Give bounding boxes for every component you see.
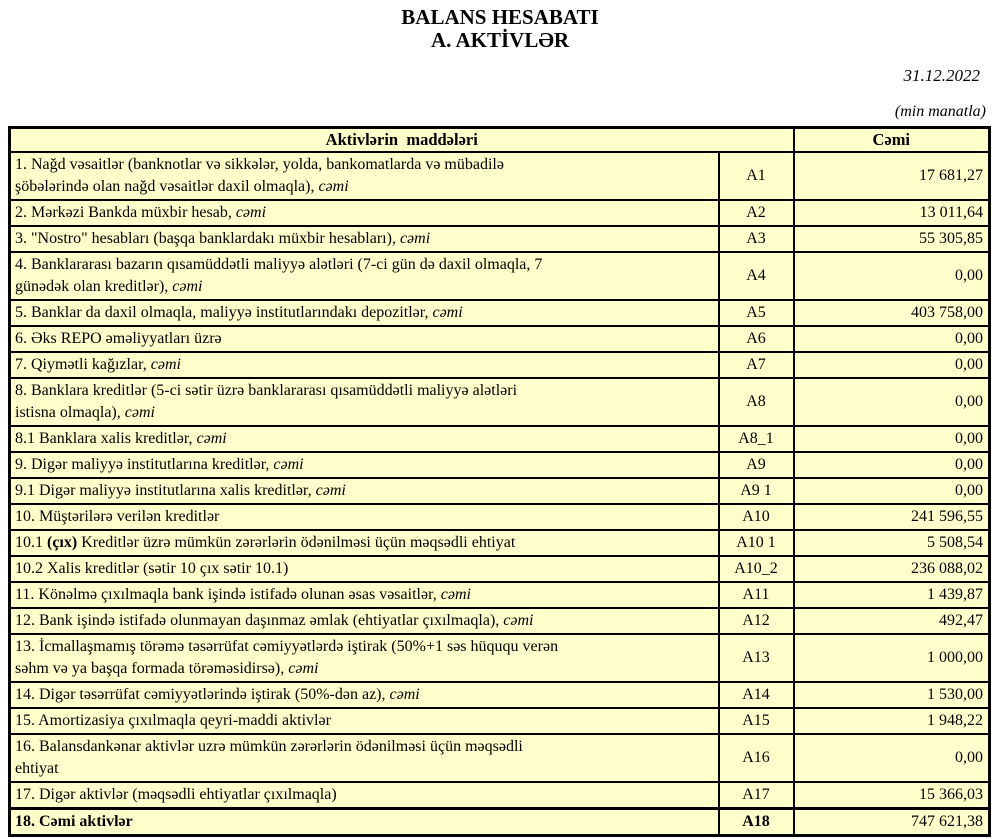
item-label-text: 10. Müştərilərə verilən kreditlər [15,508,220,525]
table-row [10,582,990,608]
table-row [10,634,990,682]
item-value: 747 621,38 [794,809,990,836]
item-value: 17 681,27 [794,152,990,200]
item-value: 1 439,87 [794,582,990,608]
table-row [10,478,990,504]
item-label-text: 10.1 [15,534,47,551]
item-value: 0,00 [794,478,990,504]
item-label [10,782,719,809]
item-label-text: 16. Balansdankənar aktivlər uzrə mümkün zərərlərin ödənilməsi üçün məqsədli [15,738,523,755]
item-label-text: cəmi [440,586,471,603]
item-code: A5 [719,300,794,326]
item-value: 1 530,00 [794,682,990,708]
item-label-text: 8. Banklara kreditlər (5-ci sətir üzrə banklararası qısamüddətli maliyyə alətləri [15,382,518,399]
item-label-text: 5. Banklar da daxil olmaqla, maliyyə institutlarındakı depozitlər, [15,304,433,321]
table-header-row [10,128,990,153]
item-label-text: 18. Cəmi aktivlər [15,813,133,830]
item-label [10,708,719,734]
item-code: A2 [719,200,794,226]
item-label-text: cəmi [172,278,203,295]
item-label [10,378,719,426]
item-label [10,608,719,634]
item-value: 1 948,22 [794,708,990,734]
item-code: A1 [719,152,794,200]
item-label-text: 6. Əks REPO əməliyyatları üzrə [15,330,222,347]
item-label-text: 11. Könəlmə çıxılmaqla bank işində istifadə olunan əsas vəsaitlər, [15,586,441,603]
item-label [10,734,719,782]
item-code: A18 [719,809,794,836]
item-label [10,452,719,478]
item-label-text: 9.1 Digər maliyyə institutlarına xalis kreditlər, [15,482,316,499]
item-label-text: ehtiyat [15,760,59,777]
table-header-items: Aktivlərin maddələri [10,128,794,153]
item-code: A10_2 [719,556,794,582]
item-value: 0,00 [794,426,990,452]
item-value: 5 508,54 [794,530,990,556]
item-value: 0,00 [794,378,990,426]
item-label [10,530,719,556]
table-row [10,530,990,556]
table-row [10,326,990,352]
item-label-text: 8.1 Banklara xalis kreditlər, [15,430,197,447]
item-label [10,300,719,326]
item-code: A4 [719,252,794,300]
item-code: A9 [719,452,794,478]
table-row [10,426,990,452]
item-code: A12 [719,608,794,634]
table-row [10,252,990,300]
item-label [10,200,719,226]
table-row [10,682,990,708]
table-row [10,708,990,734]
item-label-text: 12. Bank işində istifadə olunmayan daşınmaz əmlak (ehtiyatlar çıxılmaqla), [15,612,504,629]
table-row [10,378,990,426]
table-row [10,782,990,809]
item-label [10,252,719,300]
item-value: 15 366,03 [794,782,990,809]
item-label-text: günədək olan kreditlər), [15,278,173,295]
item-code: A8_1 [719,426,794,452]
item-value: 0,00 [794,326,990,352]
table-row [10,300,990,326]
item-label-text: Kreditlər üzrə mümkün zərərlərin ödənilməsi üçün məqsədli ehtiyat [77,534,516,551]
item-label-text: 10.2 Xalis kreditlər (sətir 10 çıx sətir 10.1) [15,560,289,577]
item-value: 403 758,00 [794,300,990,326]
item-label-text: cəmi [235,204,267,221]
table-row [10,504,990,530]
item-code: A15 [719,708,794,734]
item-label-text: cəmi [124,404,155,421]
item-value: 0,00 [794,252,990,300]
item-label [10,582,719,608]
item-label-text: cəmi [389,686,420,703]
item-code: A9 1 [719,478,794,504]
item-value: 241 596,55 [794,504,990,530]
item-label [10,809,719,836]
item-label-text: cəmi [318,178,349,195]
item-label-text: 4. Banklararası bazarın qısamüddətli maliyyə alətləri (7-ci gün də daxil olmaqla, 7 [15,256,543,273]
item-value: 236 088,02 [794,556,990,582]
report-date: 31.12.2022 [903,66,980,85]
table-row [10,734,990,782]
item-label-text: istisna olmaqla), [15,404,125,421]
item-label [10,226,719,252]
item-code: A10 1 [719,530,794,556]
item-label-text: 17. Digər aktivlər (məqsədli ehtiyatlar çıxılmaqla) [15,786,337,803]
table-row [10,352,990,378]
item-code: A7 [719,352,794,378]
item-label-text: cəmi [273,456,304,473]
item-value: 0,00 [794,734,990,782]
table-row [10,152,990,200]
balance-table [8,126,991,837]
item-code: A16 [719,734,794,782]
table-header-total: Cəmi [794,128,990,153]
item-label-text: cəmi [503,612,534,629]
item-label-text: 2. Mərkəzi Bankda müxbir hesab, [15,204,236,221]
item-label-text: cəmi [399,230,431,247]
item-label-text: cəmi [150,356,181,373]
item-value: 492,47 [794,608,990,634]
item-label-text: cəmi [196,430,227,447]
table-row [10,200,990,226]
item-label-text: cəmi [432,304,463,321]
item-code: A8 [719,378,794,426]
item-label-text: 7. Qiymətli kağızlar, [15,356,151,373]
item-label-text: səhm və ya başqa formada törəməsidirsə), [15,660,289,677]
table-row [10,608,990,634]
item-code: A17 [719,782,794,809]
table-body [10,152,990,836]
unit-note: (min manatla) [894,103,986,120]
item-code: A6 [719,326,794,352]
table-row [10,556,990,582]
item-label [10,326,719,352]
item-code: A11 [719,582,794,608]
item-label [10,682,719,708]
item-label [10,634,719,682]
item-label-text: cəmi [315,482,346,499]
item-value: 55 305,85 [794,226,990,252]
item-label-text: 13. İcmallaşmamış törəmə təsərrüfat cəmiyyətlərdə iştirak (50%+1 səs hüququ verən [15,638,559,655]
item-label [10,152,719,200]
item-value: 13 011,64 [794,200,990,226]
table-row [10,809,990,836]
item-label-text: cəmi [288,660,319,677]
item-code: A14 [719,682,794,708]
item-label-text: (çıx) [47,534,78,551]
item-value: 0,00 [794,352,990,378]
item-label-text: 3. "Nostro" hesabları (başqa banklardakı müxbir hesabları), [15,230,400,247]
table-row [10,452,990,478]
item-value: 0,00 [794,452,990,478]
report-subtitle: A. AKTİVLƏR [430,28,570,52]
item-label [10,352,719,378]
report-title: BALANS HESABATI [401,5,599,29]
item-label [10,478,719,504]
item-label [10,426,719,452]
item-value: 1 000,00 [794,634,990,682]
item-label-text: şöbələrində olan nağd vəsaitlər daxil olmaqla), [15,178,319,195]
item-label-text: 14. Digər təsərrüfat cəmiyyətlərində iştirak (50%-dən az), [15,686,390,703]
item-code: A13 [719,634,794,682]
report-title-block [0,0,1000,52]
item-label-text: 9. Digər maliyyə institutlarına kreditlər, [15,456,274,473]
item-label [10,556,719,582]
item-label [10,504,719,530]
item-code: A10 [719,504,794,530]
item-code: A3 [719,226,794,252]
item-label-text: 15. Amortizasiya çıxılmaqla qeyri-maddi aktivlər [15,712,331,729]
table-row [10,226,990,252]
item-label-text: 1. Nağd vəsaitlər (banknotlar və sikkələr, yolda, bankomatlarda və mübadilə [15,156,504,173]
